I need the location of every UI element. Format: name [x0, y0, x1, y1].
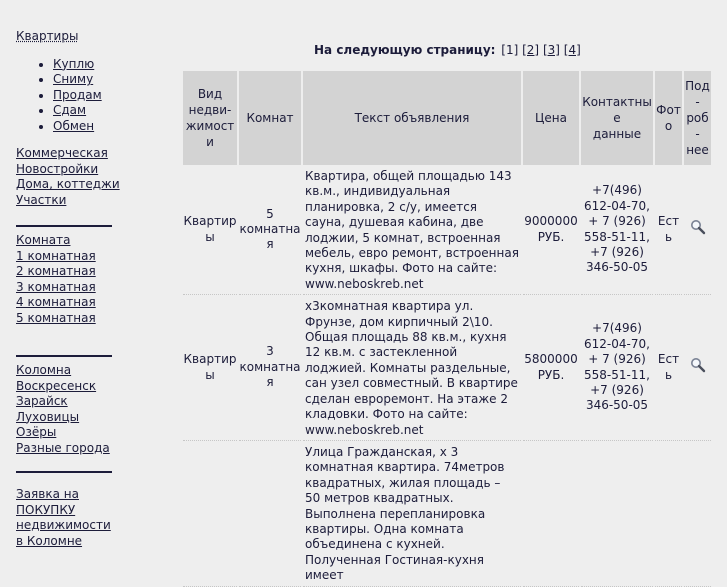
cell-price: 5800000 РУБ. [523, 295, 579, 441]
sidebar-item-zaraysk[interactable]: Зарайск [16, 394, 68, 408]
sidebar-item-5-room[interactable]: 5 комнатная [16, 310, 96, 325]
sidebar-item-sell[interactable]: Продам [53, 87, 102, 102]
cell-details [684, 441, 711, 587]
table-header-row [183, 71, 711, 165]
sidebar-title-apartments[interactable]: Квартиры [16, 29, 79, 43]
cell-property-type: Квартир ы [183, 165, 237, 295]
cell-contacts: +7(496) 612-04-70, + 7 (926) 558-51-11, +7 (926) 346-50-05 [581, 295, 653, 441]
table-row [183, 295, 711, 441]
sidebar-item-let[interactable]: Сдам [53, 103, 87, 117]
cell-photo: Ест ь [655, 295, 682, 441]
cell-price: 9000000 РУБ. [523, 165, 579, 295]
sidebar [16, 28, 126, 549]
sidebar-item-commercial[interactable]: Коммерческая [16, 146, 108, 160]
col-header-details: Под - роб - нее [684, 71, 711, 165]
pagination-page-2[interactable]: [2] [522, 43, 540, 57]
purchase-request-line-4[interactable]: в Коломне [16, 533, 83, 548]
details-button[interactable] [684, 295, 711, 441]
cell-price [523, 441, 579, 587]
sidebar-item-4-room[interactable]: 4 комнатная [16, 295, 96, 309]
table-row [183, 165, 711, 295]
pagination [314, 43, 581, 57]
cell-ad-text: Улица Гражданская, х 3 комнатная квартира. 74метров квадратных, жилая площадь – 50 метров квадратных. Выполнена перепланировка квартиры. Одна комната объединена с кухней. Полученная Гостиная-кухня имеет [303, 441, 521, 587]
sidebar-item-plots[interactable]: Участки [16, 192, 67, 207]
sidebar-item-voskresensk[interactable]: Воскресенск [16, 378, 97, 393]
cell-rooms: 5 комнатна я [239, 165, 301, 295]
cell-property-type [183, 441, 237, 587]
sidebar-item-other-cities[interactable]: Разные города [16, 440, 110, 455]
cell-rooms [239, 441, 301, 587]
sidebar-item-ozery[interactable]: Озёры [16, 425, 57, 439]
sidebar-item-lukhovitsy[interactable]: Луховицы [16, 409, 80, 424]
cell-photo: Ест ь [655, 165, 682, 295]
rooms-list [16, 233, 126, 326]
cell-rooms: 3 комнатна я [239, 295, 301, 441]
purchase-request-line-3[interactable]: недвижимости [16, 518, 111, 532]
pagination-page-4[interactable]: [4] [563, 43, 581, 57]
sidebar-item-3-room[interactable]: 3 комнатная [16, 279, 96, 294]
cell-ad-text: х3комнатная квартира ул. Фрунзе, дом кирпичный 2\10. Общая площадь 88 кв.м., кухня 12 кв.м. с застекленной лоджией. Комнаты раздельные, сан узел совместный. В квартире сделан евроремонт. На этаже 2 кладовки. Фото на сайте: www.neboskreb.net [303, 295, 521, 441]
magnifier-icon[interactable] [690, 357, 706, 373]
col-header-contacts: Контактны е данные [581, 71, 653, 165]
cell-contacts: +7(496) 612-04-70, + 7 (926) 558-51-11, +7 (926) 346-50-05 [581, 165, 653, 295]
details-button[interactable] [684, 165, 711, 295]
col-header-photo: Фот о [655, 71, 682, 165]
col-header-property-type: Вид недви- жимост и [183, 71, 237, 165]
col-header-ad-text: Текст объявления [303, 71, 521, 165]
sidebar-item-kolomna[interactable]: Коломна [16, 363, 72, 377]
sidebar-item-exchange[interactable]: Обмен [53, 118, 95, 133]
table-row [183, 441, 711, 587]
cell-ad-text: Квартира, общей площадью 143 кв.м., индивидуальная планировка, 2 с/у, имеется сауна, душевая кабина, две лоджии, 5 комнат, встроенная мебель, евро ремонт, встроенная кухня, шкафы. Фото на сайте: www.neboskreb.net [303, 165, 521, 295]
divider [16, 355, 112, 357]
purchase-request-link[interactable] [16, 487, 126, 549]
cell-contacts [581, 441, 653, 587]
col-header-rooms: Комнат [239, 71, 301, 165]
sidebar-item-rent[interactable]: Сниму [53, 72, 94, 86]
purchase-request-line-1[interactable]: Заявка на [16, 487, 79, 501]
sidebar-item-houses[interactable]: Дома, коттеджи [16, 177, 120, 191]
sidebar-item-room[interactable]: Комната [16, 233, 71, 247]
col-header-price: Цена [523, 71, 579, 165]
cell-photo [655, 441, 682, 587]
sidebar-item-buy[interactable]: Куплю [53, 56, 95, 71]
listings-table [181, 71, 713, 587]
sidebar-item-1-room[interactable]: 1 комнатная [16, 248, 96, 263]
divider [16, 225, 112, 227]
pagination-page-3[interactable]: [3] [542, 43, 560, 57]
cell-property-type: Квартир ы [183, 295, 237, 441]
category-list [16, 146, 126, 208]
pagination-current-page: [1] [501, 43, 519, 57]
city-list [16, 363, 126, 456]
pagination-label: На следующую страницу: [314, 43, 496, 57]
deal-type-list [16, 57, 126, 135]
sidebar-item-2-room[interactable]: 2 комнатная [16, 264, 96, 278]
divider [16, 471, 112, 473]
purchase-request-line-2[interactable]: ПОКУПКУ [16, 502, 76, 517]
magnifier-icon[interactable] [690, 219, 706, 235]
sidebar-item-new-buildings[interactable]: Новостройки [16, 161, 99, 176]
